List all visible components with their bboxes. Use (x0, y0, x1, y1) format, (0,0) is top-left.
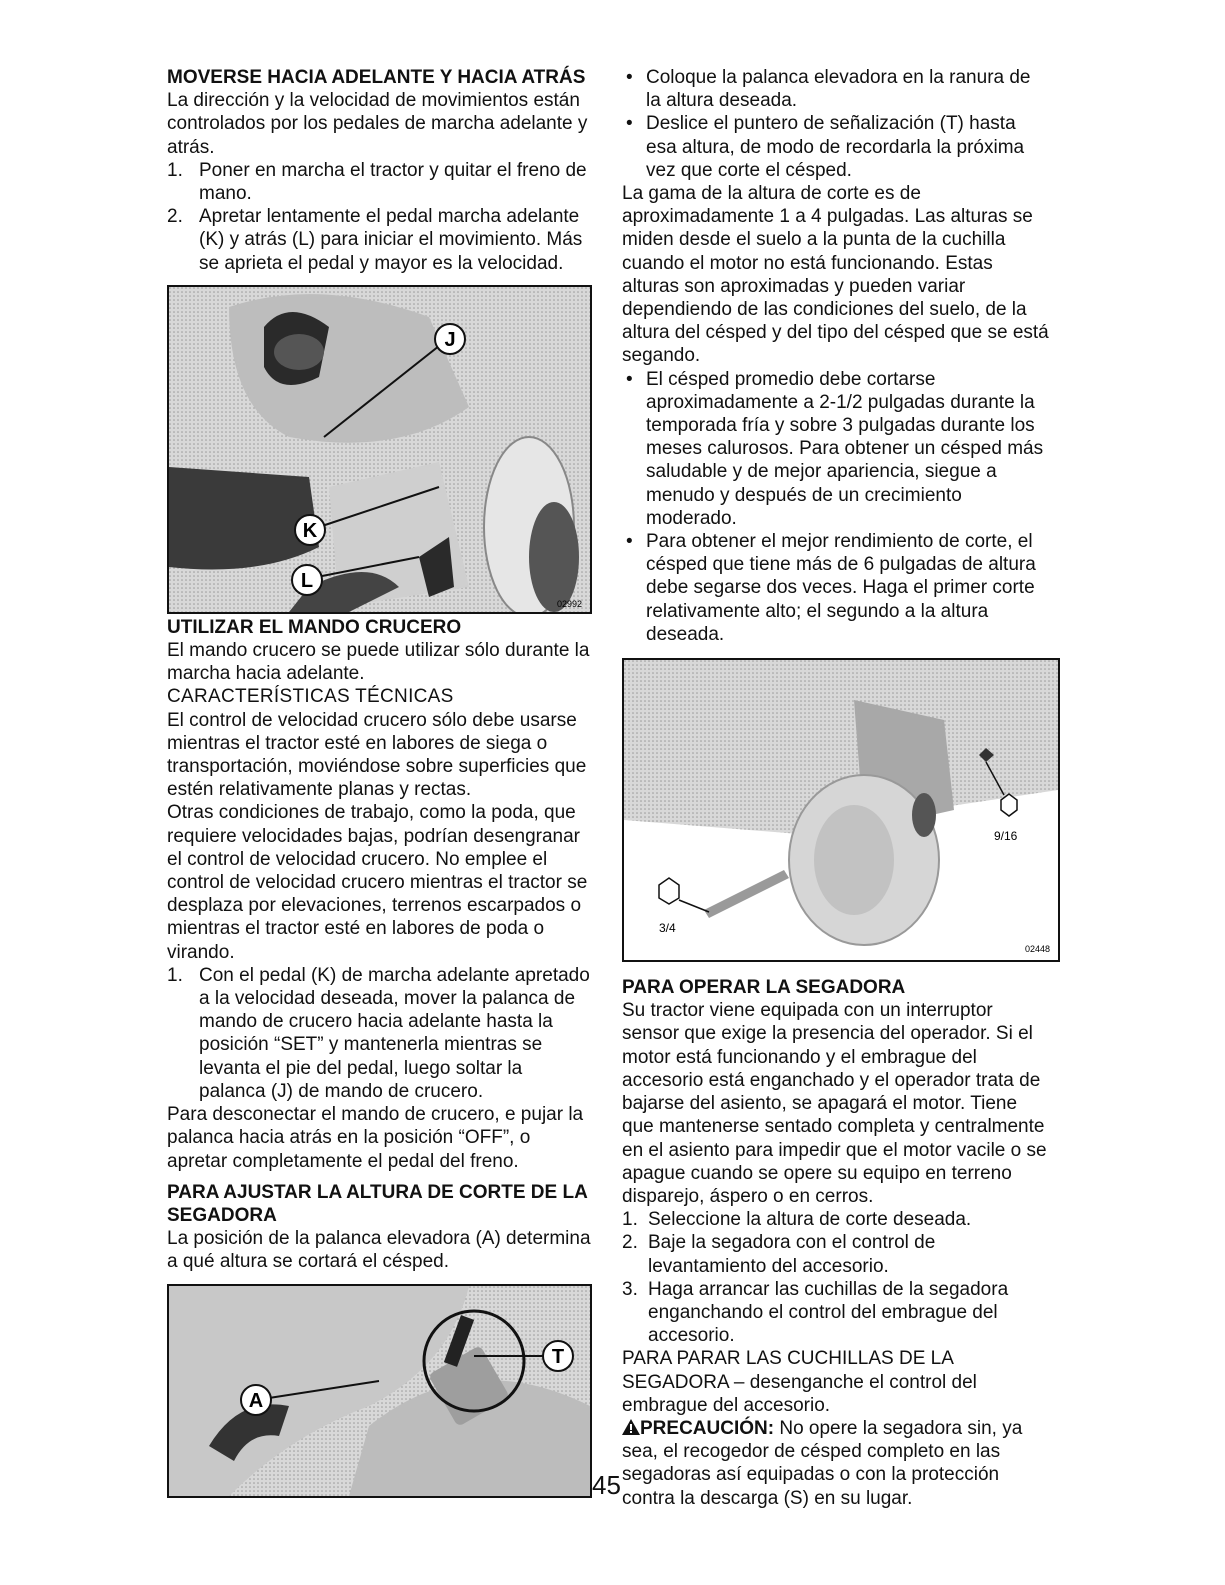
operar-para1: Su tractor viene equipada con un interruptor sensor que exige la presencia del operador. Si el motor está funcionando y el embrague del accesorio está enganchado y el operador trata de bajarse del asiento, se apagará el motor. Tiene que mantenerse sentado completa y centralmente en el asiento para impedir que el motor vacile o se apague cuando se opere su equipo en terreno disparejo, áspero o en cerros. (622, 1000, 1047, 1207)
heading-moverse: MOVERSE HACIA ADELANTE Y HACIA ATRÁS (167, 67, 586, 88)
heading-crucero: UTILIZAR EL MANDO CRUCERO (167, 616, 462, 638)
crucero-para1: El control de velocidad crucero sólo debe usarse mientras el tractor esté en labores de siega o transportación, moviéndose sobre superficies que estén relativamente planas y rectas. (167, 709, 587, 801)
altura-para: La gama de la altura de corte es de aproximadamente 1 a 4 pulgadas. Las alturas se miden desde el suelo a la punta de la cuchilla cuando el motor no está funcionando. Estas alturas son aproximadas y pueden variar dependiendo de las condiciones del suelo, de la altura del césped y del tipo del césped que se está segando. (622, 183, 1049, 367)
figure-deck-wheel (622, 658, 1060, 962)
label-l: L (300, 569, 314, 592)
left-column (167, 66, 592, 1498)
list-item (622, 66, 1050, 112)
bullet-text: Deslice el puntero de señalización (T) hasta esa altura, de modo de recordarla la próxima vez que corte el césped. (646, 113, 1025, 181)
deck-wheel-illustration (624, 660, 1058, 960)
step-number: 3. (622, 1278, 638, 1300)
step-text: Poner en marcha el tractor y quitar el freno de mano. (199, 159, 587, 205)
crucero-para2: Otras condiciones de trabajo, como la poda, que requiere velocidades bajas, podrían desengranar el control de velocidad crucero. No emplee el control de velocidad crucero mientras el tractor se desplaza por elevaciones, terrenos escarpados o mientras el tractor esté en labores de poda o virando. (167, 802, 588, 963)
step-number: 2. (622, 1232, 638, 1254)
list-item (167, 205, 592, 275)
step-number: 1. (622, 1209, 638, 1231)
figure-lift-lever (167, 1284, 592, 1498)
step-text: Con el pedal (K) de marcha adelante apretado a la velocidad deseada, mover la palanca de mando de crucero hacia adelante hasta la posición “SET” y mantenerla mientras se levanta el pie del pedal, luego soltar la palanca (J) de mando de crucero. (199, 964, 590, 1102)
step-text: Apretar lentamente el pedal marcha adelante (K) y atrás (L) para iniciar el movimiento. Más se aprieta el pedal y mayor es la velocidad. (199, 206, 583, 274)
heading-operar-segadora: PARA OPERAR LA SEGADORA (622, 977, 906, 999)
list-item (622, 1231, 1050, 1277)
moverse-intro: La dirección y la velocidad de movimientos están controlados por los pedales de marcha adelante y atrás. (167, 90, 588, 158)
subheading-caracteristicas: CARACTERÍSTICAS TÉCNICAS (167, 686, 454, 708)
label-a: A (248, 1389, 264, 1412)
figure-code: 02992 (556, 598, 582, 609)
list-item (622, 1278, 1050, 1348)
size-9-16: 9/16 (994, 829, 1018, 844)
lift-lever-illustration (169, 1286, 590, 1496)
label-j: J (444, 328, 456, 351)
caution-label: PRECAUCIÓN: (640, 1417, 775, 1439)
list-item (167, 159, 592, 205)
caution-block (622, 1417, 1050, 1510)
figure-pedals (167, 285, 592, 614)
heading-ajustar-altura: PARA AJUSTAR LA ALTURA DE CORTE DE LA SEGADORA (167, 1181, 588, 1226)
bullet-icon: • (626, 368, 633, 390)
page-number: 45 (592, 1470, 621, 1500)
list-item (167, 964, 592, 1103)
step-text: Seleccione la altura de corte deseada. (648, 1209, 972, 1231)
crucero-para3: Para desconectar el mando de crucero, e pujar la palanca hacia atrás en la posición “OFF”, o apretar completamente el pedal del freno. (167, 1104, 584, 1172)
crucero-intro: El mando crucero se puede utilizar sólo durante la marcha hacia adelante. (167, 640, 590, 685)
ajustar-intro: La posición de la palanca elevadora (A) determina a qué altura se cortará el césped. (167, 1228, 591, 1273)
bullet-text: Coloque la palanca elevadora en la ranura de la altura deseada. (646, 67, 1031, 112)
step-number: 1. (167, 159, 183, 181)
bullet-text: Para obtener el mejor rendimiento de corte, el césped que tiene más de 6 pulgadas de altura debe segarse dos veces. Haga el primer corte relativamente alto; el segundo a la altura deseada. (646, 531, 1036, 645)
step-number: 2. (167, 206, 183, 228)
list-item (622, 1208, 1050, 1231)
right-column (622, 66, 1050, 1510)
list-item (622, 112, 1050, 182)
warning-icon (622, 1418, 640, 1439)
step-number: 1. (167, 964, 183, 986)
bullet-icon: • (626, 113, 633, 135)
size-3-4: 3/4 (659, 921, 676, 936)
bullet-icon: • (626, 531, 633, 553)
bullet-text: El césped promedio debe cortarse aproximadamente a 2-1/2 pulgadas durante la temporada fría y sobre 3 pulgadas durante los meses calurosos. Para obtener un césped más saludable y de mejor apariencia, siegue a menudo y después de un crecimiento moderado. (646, 368, 1044, 529)
step-text: Haga arrancar las cuchillas de la segadora enganchando el control del embrague del accesorio. (648, 1278, 1009, 1347)
list-item (622, 530, 1050, 646)
bullet-icon: • (626, 67, 633, 88)
caution-text: No opere la segadora sin, ya sea, el recogedor de césped completo en las segadoras así equipadas o con la protección contra la descarga (S) en su lugar. (622, 1417, 1023, 1509)
label-k: K (302, 519, 318, 542)
pedals-illustration (169, 287, 590, 612)
label-t: T (551, 1345, 565, 1368)
step-text: Baje la segadora con el control de levantamiento del accesorio. (648, 1232, 936, 1277)
figure-code: 02448 (1024, 944, 1050, 955)
list-item (622, 368, 1050, 530)
parar-cuchillas: PARA PARAR LAS CUCHILLAS DE LA SEGADORA – desenganche el control del embrague del accesorio. (622, 1348, 977, 1416)
